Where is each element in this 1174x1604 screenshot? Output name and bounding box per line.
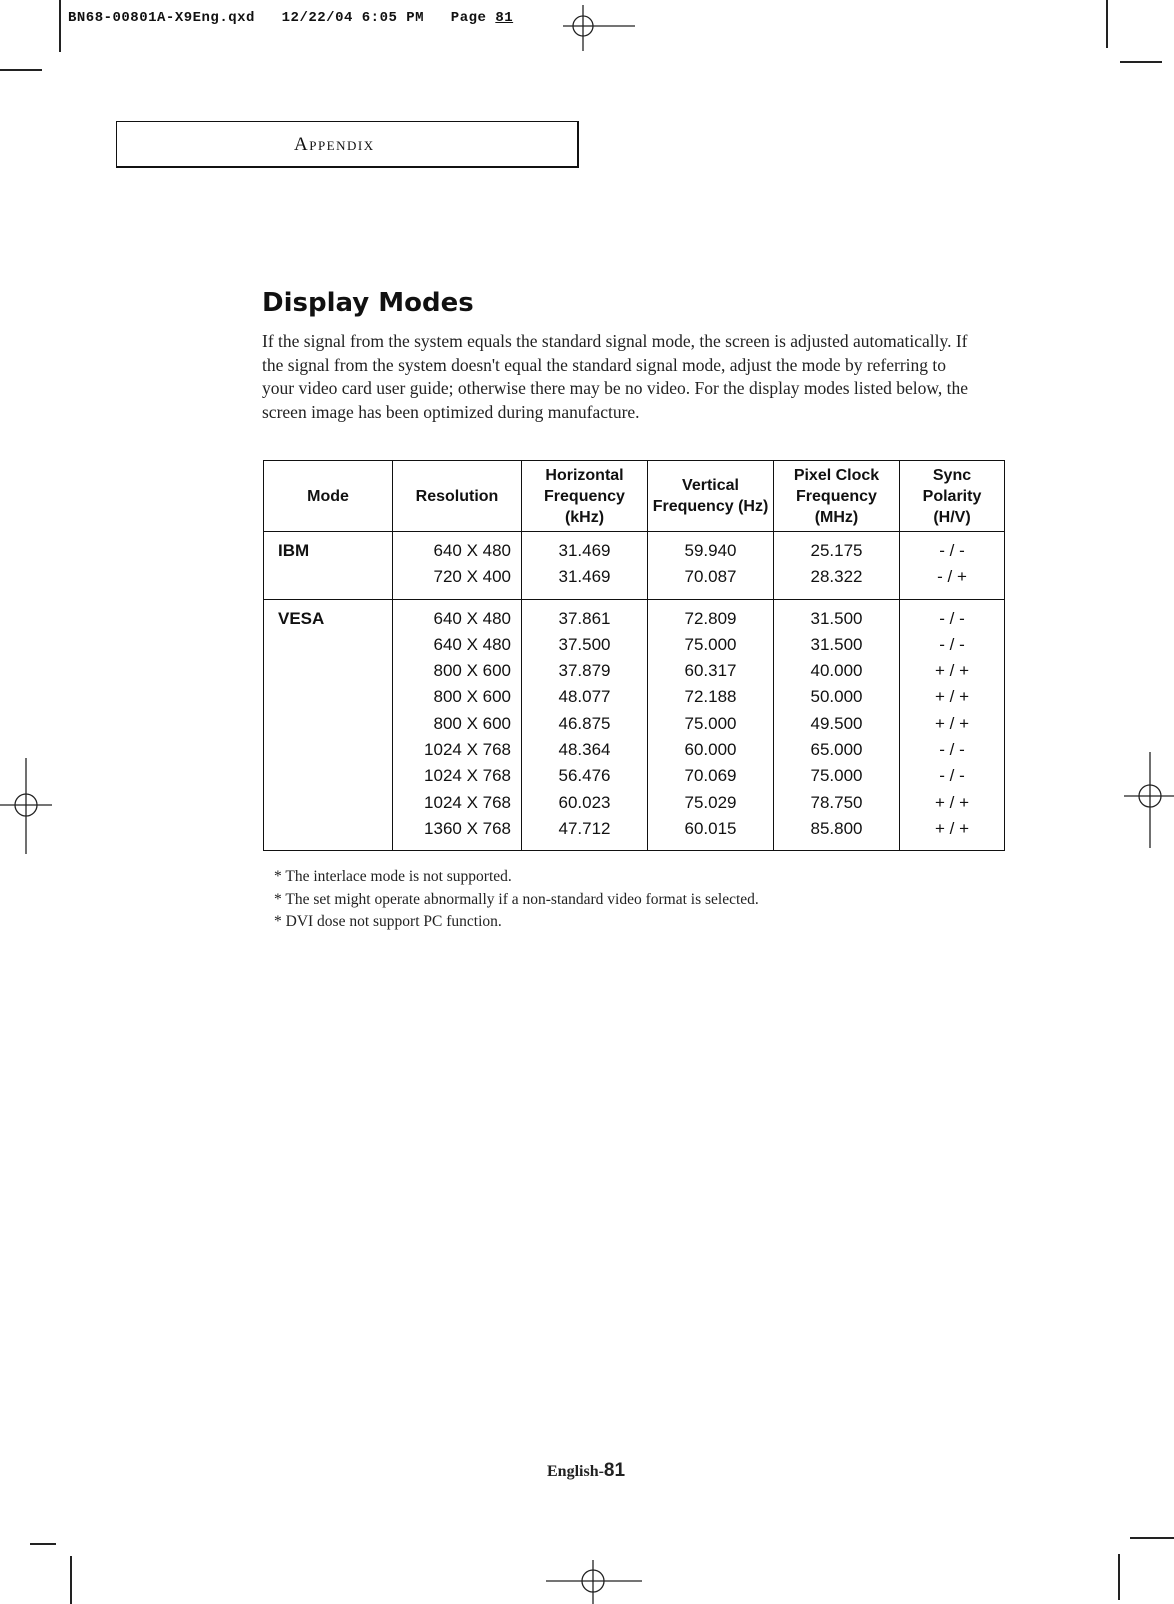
horizontal-frequency-value: 31.469: [558, 541, 611, 560]
table-row: [264, 532, 1005, 600]
sync-polarity-cell: [900, 599, 1005, 851]
page-footer: [547, 1460, 625, 1482]
crop-mark-bottom-right-v: [1118, 1554, 1120, 1600]
mode-label: VESA: [278, 608, 325, 628]
sync-polarity-value: + / +: [934, 713, 970, 733]
pixel-clock-value: 25.175: [810, 541, 863, 560]
resolution-value: 800 X 600: [433, 687, 511, 707]
crop-mark-top-right-v: [1106, 0, 1108, 48]
sync-polarity-value: + / +: [934, 792, 970, 812]
section-label: Appendix: [294, 134, 375, 155]
mode-label: IBM: [278, 541, 310, 560]
intro-paragraph: If the signal from the system equals the standard signal mode, the screen is adjusted automatically. If the signal from the system doesn't equal the standard signal mode, adjust the mode by referring to your video card user guide; otherwise there may be no video. For the display modes listed below, the screen image has been optimized during manufacture.: [262, 331, 968, 422]
vertical-frequency-value: 60.000: [684, 740, 737, 760]
crop-mark-top-left-h: [0, 69, 42, 71]
vertical-frequency-value: 60.015: [684, 818, 737, 838]
crop-mark-top-right-h: [1120, 61, 1162, 63]
resolution-value: 1024 X 768: [424, 792, 511, 812]
mode-cell: [264, 532, 393, 600]
display-modes-table: [263, 460, 1005, 851]
pixel-clock-value: 50.000: [810, 687, 863, 707]
crop-mark-bottom-right-h: [1130, 1537, 1174, 1539]
slug-filename: BN68-00801A-X9Eng.qxd: [68, 10, 255, 26]
horizontal-frequency-value: 46.875: [558, 713, 611, 733]
pixel-clock-value: 85.800: [810, 818, 863, 838]
vertical-frequency-value: 75.029: [684, 792, 737, 812]
sync-polarity-cell: [900, 532, 1005, 600]
print-slug: [68, 10, 513, 26]
resolution-value: 640 X 480: [433, 541, 511, 560]
slug-page-label: Page: [450, 10, 487, 26]
horizontal-frequency-value: 48.077: [558, 687, 611, 707]
header-vertical-frequency: Vertical Frequency (Hz): [648, 461, 774, 532]
vertical-frequency-value: 60.317: [684, 661, 737, 681]
vertical-frequency-value: 59.940: [684, 541, 737, 560]
note-item: * The set might operate abnormally if a non-standard video format is selected.: [274, 890, 759, 908]
horizontal-frequency-value: 47.712: [558, 818, 611, 838]
sync-polarity-value: + / +: [934, 687, 970, 707]
sync-polarity-value: - / +: [937, 567, 967, 587]
horizontal-frequency-cell: [522, 532, 648, 600]
registration-mark-left-icon: [0, 758, 52, 854]
pixel-clock-value: 78.750: [810, 792, 863, 812]
mode-cell: [264, 599, 393, 851]
display-modes-table-wrapper: [263, 460, 1005, 851]
slug-datetime: 12/22/04 6:05 PM: [281, 10, 425, 26]
pixel-clock-cell: [774, 532, 900, 600]
resolution-value: 640 X 480: [433, 634, 511, 654]
footer-page-number: 81: [603, 1460, 626, 1481]
horizontal-frequency-value: 37.500: [558, 634, 611, 654]
horizontal-frequency-value: 37.861: [558, 608, 611, 628]
horizontal-frequency-value: 37.879: [558, 661, 611, 681]
header-resolution: Resolution: [393, 461, 522, 532]
sync-polarity-value: + / +: [934, 818, 970, 838]
vertical-frequency-value: 75.000: [684, 634, 737, 654]
vertical-frequency-value: 70.069: [684, 766, 737, 786]
crop-mark-top-left-v: [59, 0, 61, 52]
resolution-value: 1024 X 768: [424, 740, 511, 760]
header-pixel-clock: Pixel Clock Frequency (MHz): [774, 461, 900, 532]
table-row: [264, 599, 1005, 851]
resolution-value: 1024 X 768: [424, 766, 511, 786]
slug-page-number: 81: [495, 10, 514, 26]
table-header-row: [264, 461, 1005, 532]
pixel-clock-value: 75.000: [810, 766, 863, 786]
crop-mark-bottom-left-v: [70, 1556, 72, 1604]
sync-polarity-value: - / -: [939, 541, 965, 560]
sync-polarity-value: + / +: [934, 661, 970, 681]
pixel-clock-value: 31.500: [810, 608, 863, 628]
crop-mark-bottom-left-h: [30, 1543, 56, 1545]
sync-polarity-value: - / -: [939, 740, 965, 760]
horizontal-frequency-value: 48.364: [558, 740, 611, 760]
pixel-clock-value: 65.000: [810, 740, 863, 760]
page-title: Display Modes: [262, 288, 474, 318]
vertical-frequency-value: 72.188: [684, 687, 737, 707]
registration-mark-right-icon: [1124, 752, 1174, 848]
resolution-cell: [393, 532, 522, 600]
footer-language: English-: [547, 1463, 604, 1480]
sync-polarity-value: - / -: [939, 766, 965, 786]
sync-polarity-value: - / -: [939, 608, 965, 628]
horizontal-frequency-value: 56.476: [558, 766, 611, 786]
registration-mark-top-icon: [563, 5, 635, 51]
note-item: * The interlace mode is not supported.: [274, 868, 512, 885]
resolution-value: 720 X 400: [433, 567, 511, 587]
resolution-value: 640 X 480: [433, 608, 511, 628]
horizontal-frequency-value: 31.469: [558, 567, 611, 587]
vertical-frequency-value: 75.000: [684, 713, 737, 733]
horizontal-frequency-value: 60.023: [558, 792, 611, 812]
note-item: * DVI dose not support PC function.: [274, 913, 502, 930]
pixel-clock-value: 31.500: [810, 634, 863, 654]
registration-mark-bottom-icon: [546, 1560, 642, 1604]
vertical-frequency-cell: [648, 599, 774, 851]
header-mode: Mode: [264, 461, 393, 532]
header-sync-polarity: Sync Polarity (H/V): [900, 461, 1005, 532]
vertical-frequency-cell: [648, 532, 774, 600]
resolution-value: 1360 X 768: [424, 818, 511, 838]
pixel-clock-cell: [774, 599, 900, 851]
horizontal-frequency-cell: [522, 599, 648, 851]
vertical-frequency-value: 70.087: [684, 567, 737, 587]
vertical-frequency-value: 72.809: [684, 608, 737, 628]
resolution-value: 800 X 600: [433, 713, 511, 733]
pixel-clock-value: 28.322: [810, 567, 863, 587]
resolution-value: 800 X 600: [433, 661, 511, 681]
resolution-cell: [393, 599, 522, 851]
header-horizontal-frequency: Horizontal Frequency (kHz): [522, 461, 648, 532]
sync-polarity-value: - / -: [939, 634, 965, 654]
pixel-clock-value: 40.000: [810, 661, 863, 681]
notes-list: [274, 866, 759, 934]
pixel-clock-value: 49.500: [810, 713, 863, 733]
